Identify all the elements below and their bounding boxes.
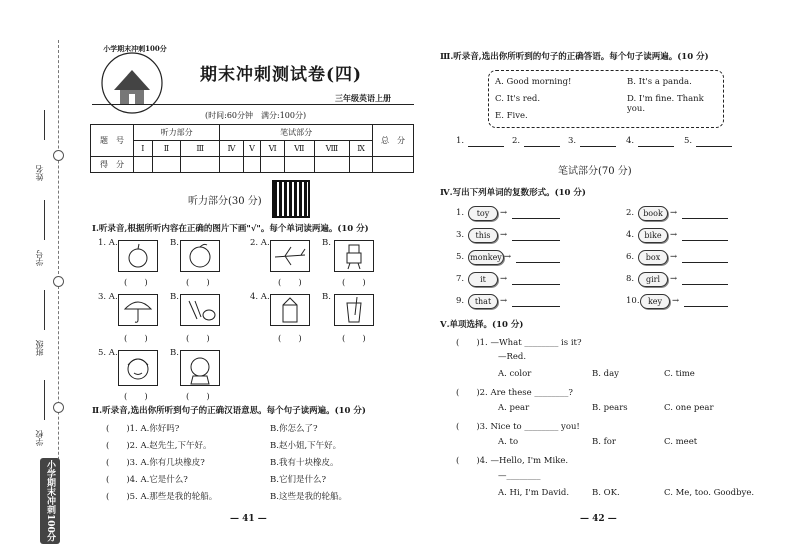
arrow-icon: → [670,230,678,240]
umbrella-icon [118,294,158,326]
arrow-icon: → [500,230,508,240]
choice-b: B. OK. [592,488,620,498]
score-cell[interactable] [373,157,414,173]
item-number: 4. A. [250,292,270,302]
word-number: 6. [626,252,635,262]
answer-blank[interactable] [512,284,560,285]
score-cell[interactable] [220,157,244,173]
list-item[interactable]: ( )5. A.那些是我的轮船。 [106,492,218,502]
name-line[interactable] [44,110,45,140]
girl-face-icon [118,350,158,386]
blank-number: 4. [626,136,635,146]
grade-subtitle: 三年级英语上册 [335,93,391,103]
qr-code-icon[interactable] [272,180,310,218]
list-item-option-b: B.它们是什么? [270,475,327,485]
word-number: 10. [626,296,640,306]
listening-heading: 听力部分(30 分) [188,196,262,207]
numeral-cell: Ⅷ [314,141,350,157]
choice-b: B. day [592,369,619,379]
part4-instruction: Ⅳ.写出下列单词的复数形式。(10 分) [440,188,586,198]
option-text: E. Five. [495,111,528,121]
logo-text: 小学期末冲刺100分 [103,44,167,53]
brand-badge: 小学期末冲刺100分 [40,458,60,544]
option-text: C. It's red. [495,94,541,104]
answer-blank[interactable] [696,146,732,147]
answer-paren[interactable]: ( ) [186,334,210,344]
vegetables-icon [180,294,220,326]
answer-paren[interactable]: ( ) [342,278,366,288]
answer-paren[interactable]: ( ) [186,278,210,288]
arrow-icon: → [670,208,678,218]
arrow-icon: → [672,296,680,306]
school-house-icon [92,48,172,118]
class-label: 班级 [35,340,44,356]
question-reply: —________ [498,471,541,481]
choice-c: C. time [664,369,695,379]
total-label: 总 分 [373,125,414,157]
question-number-label: 题 号 [91,125,134,157]
question-reply: —Red. [498,352,527,362]
blank-number: 1. [456,136,465,146]
arrow-icon: → [670,274,678,284]
choice-b: B. pears [592,403,628,413]
answer-blank[interactable] [682,218,728,219]
word-bubble: that [468,294,498,309]
answer-blank[interactable] [512,218,560,219]
class-line[interactable] [44,290,45,330]
word-bubble: key [640,294,670,309]
answer-paren[interactable]: ( ) [278,334,302,344]
written-heading: 笔试部分(70 分) [558,166,632,177]
answer-blank[interactable] [682,262,728,263]
arrow-icon: → [500,296,508,306]
word-number: 3. [456,230,465,240]
score-cell[interactable] [350,157,373,173]
numeral-cell: Ⅲ [181,141,220,157]
arrow-icon: → [500,208,508,218]
score-cell[interactable] [243,157,261,173]
name-label: 姓名 [35,165,44,181]
arrow-icon: → [670,252,678,262]
choice-a: A. pear [498,403,530,413]
numeral-cell: Ⅴ [243,141,261,157]
answer-blank[interactable] [638,146,674,147]
word-number: 2. [626,208,635,218]
apple-icon [118,240,158,272]
blank-number: 3. [568,136,577,146]
list-item-option-b: B.赵小姐,下午好。 [270,441,342,451]
page-number-right: — 42 — [580,514,617,524]
word-bubble: bike [638,228,668,243]
word-bubble: monkey [468,250,504,265]
score-cell[interactable] [152,157,181,173]
word-number: 4. [626,230,635,240]
answer-blank[interactable] [468,146,504,147]
option-b-label: B. [170,348,179,358]
student-id-line[interactable] [44,200,45,240]
list-item[interactable]: ( )1. A.你好吗? [106,424,180,434]
page-title: 期末冲刺测试卷(四) [200,65,363,85]
list-item-option-b: B.这些是我的轮船。 [270,492,347,502]
question-text[interactable]: ( )3. Nice to ________ you! [456,422,580,432]
score-cell[interactable] [314,157,350,173]
choice-a: A. to [498,437,519,447]
question-text[interactable]: ( )4. —Hello, I'm Mike. [456,456,569,466]
part2-instruction: Ⅱ.听录音,选出你所听到句子的正确汉语意思。每个句子读两遍。(10 分) [92,406,366,416]
option-b-label: B. [322,238,331,248]
option-text: D. I'm fine. Thank you. [627,94,704,114]
option-text: B. It's a panda. [627,77,692,87]
milk-box-icon [270,294,310,326]
choice-a: A. color [498,369,532,379]
blank-number: 2. [512,136,521,146]
score-cell[interactable] [134,157,153,173]
arrow-icon: → [500,274,508,284]
orange-icon [180,240,220,272]
logo [92,44,172,118]
answer-paren[interactable]: ( ) [124,334,148,344]
numeral-cell: Ⅶ [285,141,315,157]
word-number: 8. [626,274,635,284]
word-number: 9. [456,296,465,306]
item-number: 2. A. [250,238,270,248]
blank-number: 5. [684,136,693,146]
numeral-cell: Ⅱ [152,141,181,157]
answer-paren[interactable]: ( ) [186,392,210,402]
answer-blank[interactable] [516,262,560,263]
part5-instruction: Ⅴ.单项选择。(10 分) [440,320,524,330]
score-row-label: 得 分 [91,157,134,173]
score-cell[interactable] [261,157,285,173]
choice-c: C. meet [664,437,698,447]
numeral-cell: Ⅰ [134,141,153,157]
option-b-label: B. [322,292,331,302]
listening-part-header: 听力部分 [134,125,220,141]
boy-face-icon [180,350,220,386]
answer-paren[interactable]: ( ) [124,392,148,402]
word-bubble: this [468,228,498,243]
numeral-cell: Ⅳ [220,141,244,157]
list-item-option-b: B.我有十块橡皮。 [270,458,339,468]
option-text: A. Good morning! [495,77,572,87]
question-text[interactable]: ( )2. Are these ________? [456,388,573,398]
list-item[interactable]: ( )2. A.赵先生,下午好。 [106,441,212,451]
arrow-icon: → [504,252,512,262]
list-item[interactable]: ( )4. A.它是什么? [106,475,188,485]
score-cell[interactable] [181,157,220,173]
list-item[interactable]: ( )3. A.你有几块橡皮? [106,458,205,468]
score-cell[interactable] [285,157,315,173]
choice-c: C. Me, too. Goodbye. [664,488,755,498]
answer-blank[interactable] [684,306,728,307]
numeral-cell: Ⅵ [261,141,285,157]
word-bubble: it [468,272,498,287]
answer-options-box [488,70,724,128]
item-number: 5. A. [98,348,118,358]
plane-icon [270,240,310,272]
score-table [90,124,414,173]
word-bubble: girl [638,272,668,287]
item-number: 3. A. [98,292,118,302]
part3-instruction: Ⅲ.听录音,选出你所听到的句子的正确答语。每个句子读两遍。(10 分) [440,52,709,62]
word-bubble: book [638,206,668,221]
student-id-label: 学号 [35,250,44,266]
written-part-header: 笔试部分 [220,125,373,141]
answer-paren[interactable]: ( ) [342,334,366,344]
item-number: 1. A. [98,238,118,248]
part1-instruction: Ⅰ.听录音,根据所听内容在正确的图片下画"√"。每个单词读两遍。(10 分) [92,224,369,234]
answer-blank[interactable] [682,240,728,241]
time-info: (时间:60分钟 满分:100分) [205,111,307,120]
school-label: 学校 [35,430,44,446]
answer-blank[interactable] [524,146,560,147]
school-line[interactable] [44,380,45,420]
word-number: 7. [456,274,465,284]
choice-c: C. one pear [664,403,714,413]
header-rule [92,104,414,105]
binding-hole [53,276,64,287]
choice-a: A. Hi, I'm David. [498,488,570,498]
word-bubble: box [638,250,668,265]
juice-glass-icon [334,294,374,326]
answer-blank[interactable] [512,240,560,241]
answer-paren[interactable]: ( ) [124,278,148,288]
binding-hole [53,150,64,161]
answer-blank[interactable] [682,284,728,285]
page-number-left: — 41 — [230,514,267,524]
word-number: 1. [456,208,465,218]
answer-blank[interactable] [512,306,560,307]
binding-hole [53,402,64,413]
answer-paren[interactable]: ( ) [278,278,302,288]
word-number: 5. [456,252,465,262]
word-bubble: toy [468,206,498,221]
option-b-label: B. [170,292,179,302]
choice-b: B. for [592,437,616,447]
answer-blank[interactable] [580,146,616,147]
list-item-option-b: B.你怎么了? [270,424,318,434]
option-b-label: B. [170,238,179,248]
robot-icon [334,240,374,272]
question-text[interactable]: ( )1. —What ________ is it? [456,338,582,348]
numeral-cell: Ⅸ [350,141,373,157]
